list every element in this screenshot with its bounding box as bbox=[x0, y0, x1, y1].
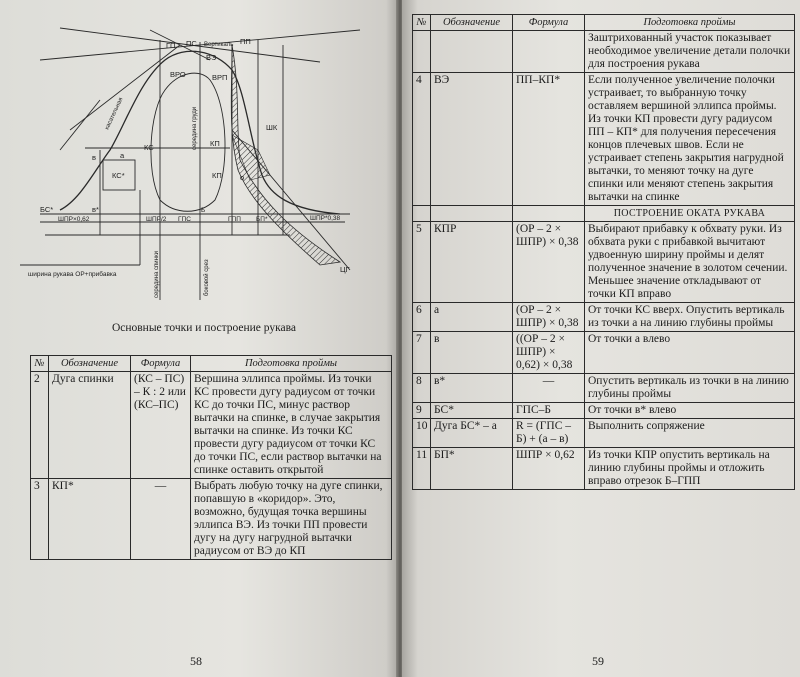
row-desc: От точки в* влево bbox=[585, 403, 795, 419]
row-formula: (ОР – 2 × ШПР) × 0,38 bbox=[513, 222, 585, 303]
row-name: КПР bbox=[431, 222, 513, 303]
row-formula: (ОР – 2 × ШПР) × 0,38 bbox=[513, 303, 585, 332]
label-ks-star: КС* bbox=[112, 171, 125, 180]
label-ps-top: ПС bbox=[186, 39, 197, 48]
page-number-right: 59 bbox=[592, 654, 604, 668]
label-pp: ПП bbox=[240, 37, 251, 46]
table-row bbox=[413, 222, 795, 303]
row-name: в bbox=[431, 332, 513, 374]
left-table bbox=[30, 355, 392, 560]
row-desc: Заштрихованный участок показывает необходимое увеличение детали полочки для построения рукава bbox=[585, 31, 795, 73]
row-number: 10 bbox=[413, 419, 431, 448]
right-table bbox=[412, 14, 795, 490]
label-sleeve-width: ширина рукава ОР+прибавка bbox=[28, 271, 117, 278]
row-number: 2 bbox=[31, 372, 49, 479]
row-number: 5 bbox=[413, 222, 431, 303]
row-formula: — bbox=[513, 374, 585, 403]
row-name: ВЭ bbox=[431, 73, 513, 206]
row-number: 8 bbox=[413, 374, 431, 403]
row-desc: Выбрать любую точку на дуге спинки, попавшую в «коридор». Это, возможно, будущая точка вершины эллипса ВЭ. Из точки ПП провести дугу на дугу нагрудной вытачки радиусом от ВЭ до КП bbox=[191, 479, 392, 560]
label-bs-star: БС* bbox=[40, 205, 54, 214]
row-formula: — bbox=[131, 479, 191, 560]
table-row bbox=[413, 332, 795, 374]
table-row bbox=[31, 372, 392, 479]
right-page bbox=[402, 0, 800, 677]
label-ks: КС bbox=[144, 143, 154, 152]
row-desc: Если полученное увеличение полочки устраивает, то выбранную точку оставляем вершиной эллипса проймы. Из точки КП провести дугу радиусом ПП – КП* для получения пересечения концов плечевых швов. Если не устраивает степень закрытия нагрудной вытачки, то меняют точку на дуге спинки или меняют степень закрытия вытачки на спинке bbox=[585, 73, 795, 206]
label-gpp: ГПП bbox=[228, 216, 241, 223]
label-b: Б bbox=[201, 207, 206, 214]
table-row bbox=[413, 448, 795, 490]
row-number: 11 bbox=[413, 448, 431, 490]
row-desc: Опустить вертикаль из точки в на линию глубины проймы bbox=[585, 374, 795, 403]
row-formula: ПП–КП* bbox=[513, 73, 585, 206]
label-v: в bbox=[92, 153, 96, 162]
table-header bbox=[413, 15, 795, 31]
label-tangent: касательная bbox=[104, 96, 125, 131]
header-cell: Подготовка проймы bbox=[585, 15, 795, 31]
label-ts: ЦГ bbox=[340, 265, 350, 274]
label-vro: ВРО bbox=[170, 70, 186, 79]
row-name: БС* bbox=[431, 403, 513, 419]
label-vrp: ВРП bbox=[212, 73, 228, 82]
label-shpr-062: ШПР×0,62 bbox=[58, 216, 90, 223]
header-cell: Обозначение bbox=[49, 356, 131, 372]
section-row bbox=[413, 206, 795, 222]
row-formula: ((ОР – 2 × ШПР) × 0,62) × 0,38 bbox=[513, 332, 585, 374]
row-name: а bbox=[431, 303, 513, 332]
label-shpr-038: ШПР*0,38 bbox=[310, 215, 341, 222]
row-number: 3 bbox=[31, 479, 49, 560]
label-kp: КП bbox=[210, 139, 220, 148]
label-ve: ВЭ bbox=[206, 53, 217, 62]
row-formula: ШПР × 0,62 bbox=[513, 448, 585, 490]
label-gps: ГПС bbox=[178, 216, 191, 223]
row-name: БП* bbox=[431, 448, 513, 490]
label-o: о bbox=[240, 173, 245, 182]
header-cell: Обозначение bbox=[431, 15, 513, 31]
figure-caption: Основные точки и построение рукава bbox=[111, 322, 297, 334]
row-number: 7 bbox=[413, 332, 431, 374]
table-row bbox=[413, 403, 795, 419]
label-gp: ГП bbox=[166, 41, 176, 50]
table-row bbox=[413, 374, 795, 403]
label-bp-star: БП* bbox=[256, 216, 268, 223]
row-desc: Вершина эллипса проймы. Из точки КС провести дугу радиусом от точки КС до точки ПС, минус раствор вытачки на спинке, в случае закрытия вытачки на спинке. Из точки КС провести дугу радиусом от точки КС до точки ПС, если раствор вытачки на спинке оставить открытой bbox=[191, 372, 392, 479]
row-formula: ГПС–Б bbox=[513, 403, 585, 419]
label-a: а bbox=[120, 151, 125, 160]
label-grudki: середина груди bbox=[192, 106, 198, 150]
header-cell: № bbox=[413, 15, 431, 31]
row-desc: Выполнить сопряжение bbox=[585, 419, 795, 448]
label-shpr2: ШПР/2 bbox=[146, 216, 167, 223]
header-cell: Подготовка проймы bbox=[191, 356, 392, 372]
label-bok: боковой срез bbox=[204, 259, 210, 296]
left-page bbox=[0, 0, 398, 677]
table-row bbox=[413, 31, 795, 73]
label-spina: середина спинки bbox=[154, 251, 160, 298]
row-number: 4 bbox=[413, 73, 431, 206]
page-number-left: 58 bbox=[190, 654, 202, 668]
label-shk: ШК bbox=[266, 123, 278, 132]
header-cell: Формула bbox=[131, 356, 191, 372]
table-header bbox=[31, 356, 392, 372]
table-row bbox=[413, 303, 795, 332]
sleeve-construction-diagram bbox=[0, 0, 398, 320]
header-cell: Формула bbox=[513, 15, 585, 31]
row-number: 9 bbox=[413, 403, 431, 419]
table-row bbox=[413, 419, 795, 448]
row-desc: Из точки КПР опустить вертикаль на линию глубины проймы и отложить вправо отрезок Б–ГПП bbox=[585, 448, 795, 490]
row-formula: R = (ГПС – Б) + (а – в) bbox=[513, 419, 585, 448]
row-name: КП* bbox=[49, 479, 131, 560]
row-formula: (КС – ПС) – К : 2 или (КС–ПС) bbox=[131, 372, 191, 479]
row-name: в* bbox=[431, 374, 513, 403]
table-row bbox=[31, 479, 392, 560]
section-title: ПОСТРОЕНИЕ ОКАТА РУКАВА bbox=[585, 206, 795, 222]
row-desc: От точки КС вверх. Опустить вертикаль из точки а на линию глубины проймы bbox=[585, 303, 795, 332]
row-desc: Выбирают прибавку к обхвату руки. Из обхвата руки с прибавкой вычитают удвоенную ширину проймы и делят полученное значение в золотом сечении. Меньшее значение откладывают от точки КП вправо bbox=[585, 222, 795, 303]
label-kp2: КП bbox=[212, 171, 222, 180]
row-name: Дуга БС* – а bbox=[431, 419, 513, 448]
row-number: 6 bbox=[413, 303, 431, 332]
label-vertical: Вертикаль bbox=[204, 42, 234, 48]
row-name: Дуга спинки bbox=[49, 372, 131, 479]
label-v-star: в* bbox=[92, 205, 99, 214]
header-cell: № bbox=[31, 356, 49, 372]
table-row bbox=[413, 73, 795, 206]
row-desc: От точки а влево bbox=[585, 332, 795, 374]
